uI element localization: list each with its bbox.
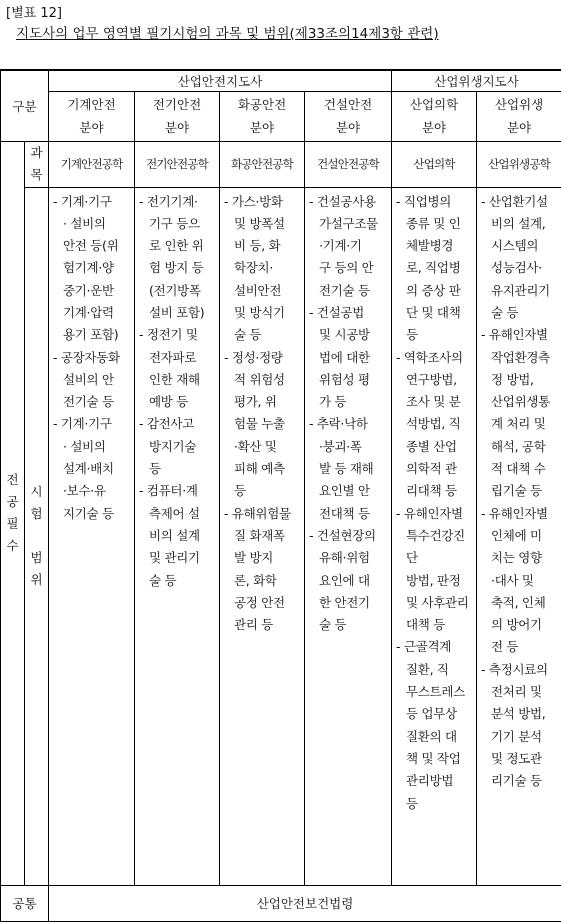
scope-line: 요인에 대 xyxy=(319,572,370,588)
scope-line: - 정성·정량 xyxy=(224,349,283,365)
scope-line: 용기 포함) xyxy=(63,327,119,343)
scope-line: 지기술 등 xyxy=(63,505,114,521)
scope-line: 해석, 공학 xyxy=(491,438,546,454)
scope-line: 발 등 재해 xyxy=(319,461,374,477)
scope-line: 의학적 관 xyxy=(406,461,457,477)
scope-line: 로 인한 위 xyxy=(149,238,204,254)
scope-line: 측제어 설 xyxy=(149,505,200,521)
scope-line: 예방 등 xyxy=(149,394,188,410)
scope-line: 로, 직업병 xyxy=(406,260,461,276)
field-header: 건설안전 분야 xyxy=(305,91,392,141)
scope-line: 의 방어기 xyxy=(491,617,542,633)
scope-line: 산업위생통 xyxy=(491,394,550,410)
field-header: 전기안전 분야 xyxy=(135,91,220,141)
scope-line: - 컴퓨터·계 xyxy=(139,483,198,499)
subject-cell: 건설안전공학 xyxy=(305,141,392,187)
field-header: 화공안전 분야 xyxy=(220,91,305,141)
scope-line: - 공장자동화 xyxy=(53,349,120,365)
scope-line: 립기술 등 xyxy=(491,483,542,499)
scope-line: 질 화재폭 xyxy=(234,527,285,543)
scope-line: - 측정시료의 xyxy=(481,661,548,677)
scope-line: 술 등 xyxy=(319,617,347,633)
group-hygiene-header: 산업위생지도사 xyxy=(392,70,561,91)
scope-line: 연구방법, xyxy=(406,371,457,387)
scope-line: 전자파로 xyxy=(149,349,197,365)
subject-cell: 전기안전공학 xyxy=(135,141,220,187)
scope-line: 조사 및 분 xyxy=(406,394,461,410)
scope-cell xyxy=(49,187,135,885)
scope-line: 법에 대한 xyxy=(319,349,370,365)
scope-line: 술 등 xyxy=(491,304,519,320)
scope-line: - 유해인자별 xyxy=(481,327,548,343)
scope-line: 비 등, 화 xyxy=(234,238,281,254)
scope-line: 질환, 직 xyxy=(406,661,449,677)
scope-line: - 건설공법 xyxy=(309,304,364,320)
scope-line: 중기·운반 xyxy=(63,282,114,298)
scope-line: 계 처리 및 xyxy=(491,416,546,432)
scope-line: ·기계·기 xyxy=(319,238,362,254)
scope-line: 피해 예측 xyxy=(234,461,285,477)
scope-line: 정 방법, xyxy=(491,371,534,387)
scope-line: - 유해인자별 xyxy=(396,505,463,521)
scope-line: · 설비의 xyxy=(63,438,106,454)
subject-cell: 산업의학 xyxy=(392,141,477,187)
scope-line: - 유해인자별 xyxy=(481,505,548,521)
scope-line: 등 xyxy=(234,483,246,499)
scope-line: 및 방폭설 xyxy=(234,215,285,231)
scope-line: 전대책 등 xyxy=(319,505,370,521)
scope-line: - 산업환기설 xyxy=(481,193,548,209)
exam-scope-table xyxy=(0,69,561,922)
scope-cell xyxy=(220,187,305,885)
scope-line: 단 및 대책 xyxy=(406,304,461,320)
scope-line: 종별 산업 xyxy=(406,438,457,454)
scope-line: 전기술 등 xyxy=(63,394,114,410)
scope-line: 방지기술 xyxy=(149,438,197,454)
scope-line: 성능검사· xyxy=(491,260,542,276)
scope-line: - 기계·기구 xyxy=(53,416,112,432)
scope-line: 의 증상 판 xyxy=(406,282,461,298)
annex-tag: [별표 12] xyxy=(6,6,62,21)
scope-line: 유지관리기 xyxy=(491,282,550,298)
scope-line: ·보수·유 xyxy=(63,483,106,499)
scope-line: - 가스·방화 xyxy=(224,193,283,209)
scope-line: - 역학조사의 xyxy=(396,349,463,365)
scope-line: 리기술 등 xyxy=(491,773,542,789)
scope-line: 발 방지 xyxy=(234,550,273,566)
scope-line: 비의 설계, xyxy=(491,215,546,231)
field-header: 기계안전 분야 xyxy=(49,91,135,141)
scope-line: ·확산 및 xyxy=(234,438,277,454)
scope-line: 평가, 위 xyxy=(234,394,277,410)
scope-line: 위험성 평 xyxy=(319,371,370,387)
scope-cell xyxy=(305,187,392,885)
scope-line: (전기방폭 xyxy=(149,282,201,298)
scope-line: 설비안전 xyxy=(234,282,282,298)
field-header: 산업의학 분야 xyxy=(392,91,477,141)
scope-line: 설비의 안 xyxy=(63,371,114,387)
scope-line: 방법, 판정 xyxy=(406,572,461,588)
document-title: 지도사의 업무 영역별 필기시험의 과목 및 범위(제33조의14제3항 관련) xyxy=(16,26,439,42)
scope-line: 및 방식기 xyxy=(234,304,285,320)
scope-line: 등 xyxy=(149,461,161,477)
subject-cell: 산업위생공학 xyxy=(477,141,561,187)
scope-line: 책 및 작업 xyxy=(406,750,461,766)
subject-row-label: 과 목 xyxy=(25,141,49,187)
scope-line: 리대책 등 xyxy=(406,483,457,499)
scope-line: ·대사 및 xyxy=(491,572,534,588)
scope-cell xyxy=(477,187,561,885)
scope-line: - 근골격계 xyxy=(396,639,452,655)
scope-line: 적 대책 수 xyxy=(491,461,546,477)
subject-cell: 화공안전공학 xyxy=(220,141,305,187)
scope-line: 관리방법 xyxy=(406,773,454,789)
scope-cell xyxy=(135,187,220,885)
scope-line: 론, 화학 xyxy=(234,572,277,588)
scope-line: 기기 분석 xyxy=(491,728,542,744)
scope-cell xyxy=(392,187,477,885)
scope-line: - 유해위험물 xyxy=(224,505,291,521)
scope-line: 체발병경 xyxy=(406,238,454,254)
scope-line: 험물 누출 xyxy=(234,416,285,432)
scope-line: - 건설현장의 xyxy=(309,527,376,543)
scope-line: 전기술 등 xyxy=(319,282,370,298)
scope-line: 특수건강진단 xyxy=(406,527,465,566)
scope-line: 가 등 xyxy=(319,394,347,410)
scope-line: 설계·배치 xyxy=(63,461,114,477)
scope-line: 작업환경측 xyxy=(491,349,550,365)
scope-line: 인한 재해 xyxy=(149,371,200,387)
scope-line: 등 xyxy=(406,327,418,343)
major-required-label: 전 공 필 수 xyxy=(1,141,25,885)
scope-line: 및 관리기 xyxy=(149,550,200,566)
scope-line: - 추락·낙하 xyxy=(309,416,368,432)
scope-line: 및 사후관리 xyxy=(406,594,469,610)
category-header: 구분 xyxy=(1,70,49,141)
scope-line: 적 위험성 xyxy=(234,371,285,387)
scope-line: 비의 설계 xyxy=(149,527,200,543)
scope-line: 유해·위험 xyxy=(319,550,370,566)
scope-line: 질환의 대 xyxy=(406,728,457,744)
subject-cell: 기계안전공학 xyxy=(49,141,135,187)
scope-line: 안전 등(위 xyxy=(63,238,119,254)
scope-line: 등 xyxy=(406,795,418,811)
scope-line: - 감전사고 xyxy=(139,416,194,432)
scope-line: - 직업병의 xyxy=(396,193,452,209)
common-value: 산업안전보건법령 xyxy=(49,885,561,921)
scope-line: 술 등 xyxy=(149,572,177,588)
field-header: 산업위생 분야 xyxy=(477,91,561,141)
common-label: 공통 xyxy=(1,885,49,921)
scope-line: 축적, 인체 xyxy=(491,594,546,610)
scope-line: 분석 방법, xyxy=(491,706,546,722)
scope-line: - 정전기 및 xyxy=(139,327,198,343)
scope-line: 인체에 미 xyxy=(491,527,542,543)
scope-line: 및 시공방 xyxy=(319,327,370,343)
scope-line: 무스트레스 xyxy=(406,684,465,700)
scope-line: 구 등의 안 xyxy=(319,260,374,276)
scope-line: 험 방지 등 xyxy=(149,260,204,276)
group-safety-header: 산업안전지도사 xyxy=(49,70,392,91)
scope-line: 및 정도관 xyxy=(491,750,542,766)
scope-line: 등 업무상 xyxy=(406,706,457,722)
scope-line: 요인별 안 xyxy=(319,483,370,499)
scope-line: 한 안전기 xyxy=(319,594,370,610)
scope-line: 전 등 xyxy=(491,639,519,655)
scope-line: 설비 포함) xyxy=(149,304,205,320)
scope-line: - 전기기계· xyxy=(139,193,198,209)
scope-line: 술 등 xyxy=(234,327,262,343)
scope-line: 대책 등 xyxy=(406,617,446,633)
scope-line: · 설비의 xyxy=(63,215,106,231)
scope-row-label: 시 험 범 위 xyxy=(25,187,49,885)
scope-line: 치는 영향 xyxy=(491,550,542,566)
scope-line: 석방법, 직 xyxy=(406,416,461,432)
scope-line: 공정 안전 xyxy=(234,594,285,610)
scope-line: 관리 등 xyxy=(234,617,273,633)
scope-line: 기구 등으 xyxy=(149,215,200,231)
scope-line: 가설구조물 xyxy=(319,215,378,231)
scope-line: - 기계·기구 xyxy=(53,193,112,209)
scope-line: 전처리 및 xyxy=(491,684,542,700)
scope-line: 종류 및 인 xyxy=(406,215,461,231)
scope-line: 학장치· xyxy=(234,260,273,276)
scope-line: ·붕괴·폭 xyxy=(319,438,362,454)
scope-line: - 건설공사용 xyxy=(309,193,376,209)
scope-line: 험기계·양 xyxy=(63,260,114,276)
scope-line: 시스템의 xyxy=(491,238,539,254)
scope-line: 기계·압력 xyxy=(63,304,114,320)
